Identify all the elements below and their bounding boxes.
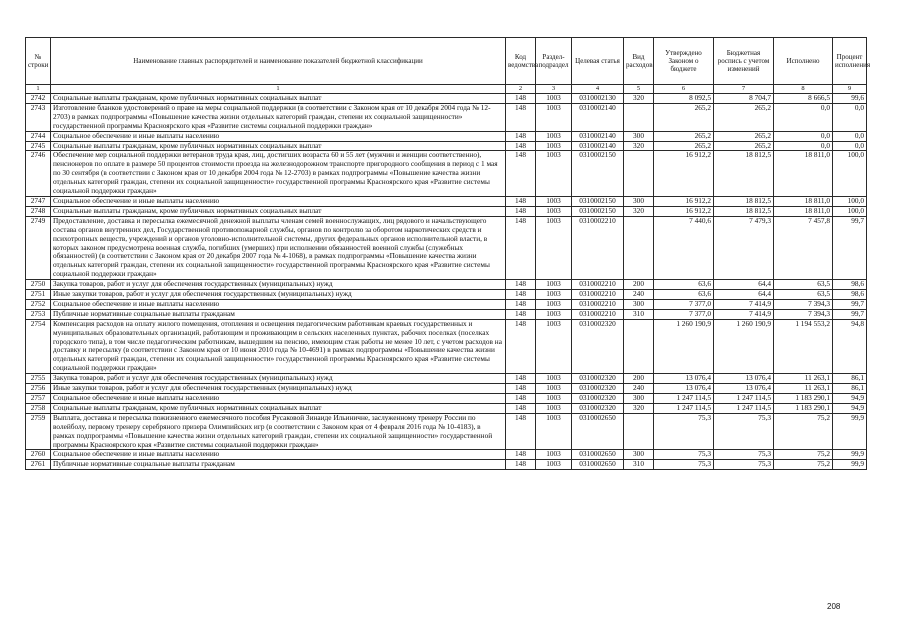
agency-code: 148 [506,460,536,470]
expense-type-code: 200 [624,374,654,384]
execution-percent: 0,0 [833,131,867,141]
column-number: 1 [51,85,506,94]
executed-amount: 11 263,1 [774,374,833,384]
row-number: 2742 [26,94,51,104]
approved-amount: 7 377,0 [654,309,714,319]
table-row [26,206,867,216]
executed-amount: 7 394,3 [774,299,833,309]
row-number: 2757 [26,394,51,404]
row-name: Предоставление, доставка и пересылка ежемесячной денежной выплаты членам семей военнослужащих, лиц рядового и начальствующего состава органов внутренних дел, Государственной противопожарной службы, органов по контролю за оборотом наркотических средств и психотропных веществ, учреждений и органов уголовно-исполнительной системы, других федеральных органов исполнительной власти, в которых законом предусмотрена военная служба, погибших (умерших) при исполнении обязанностей военной службы (служебных обязанностей) (в соответствии с Законом края от 20 декабря 2007 года № 4-1068), в рамках подпрограммы «Повышение качества жизни отдельных категорий граждан, степени их социальной защищенности» государственной программы Красноярского края «Развитие системы социальной поддержки граждан» [51,216,506,279]
row-name: Изготовление бланков удостоверений о праве на меры социальной поддержки (в соответствии с Законом края от 10 декабря 2004 года № 12-2703) в рамках подпрограммы «Повышение качества жизни отдельных категорий граждан, степени их социальной защищенности» государственной программы Красноярского края «Развитие системы социальной поддержки граждан» [51,103,506,131]
approved-amount: 75,3 [654,460,714,470]
agency-code: 148 [506,290,536,300]
row-name: Социальное обеспечение и иные выплаты населению [51,299,506,309]
section-code: 1003 [536,290,572,300]
expense-type-code: 300 [624,394,654,404]
expense-type-code: 320 [624,94,654,104]
header-name: Наименование главных распорядителей и наименование показателей бюджетной классификации [51,38,506,85]
header-expense-type: Вид расходов [624,38,654,85]
expense-type-code: 240 [624,384,654,394]
section-code: 1003 [536,216,572,279]
row-number: 2746 [26,151,51,197]
approved-amount: 1 260 190,9 [654,319,714,373]
budget-list-amount: 64,4 [714,290,774,300]
expense-type-code [624,103,654,131]
table-row [26,94,867,104]
budget-list-amount: 64,4 [714,280,774,290]
approved-amount: 13 076,4 [654,374,714,384]
executed-amount: 18 811,0 [774,206,833,216]
expense-type-code [624,319,654,373]
column-number: 7 [714,85,774,94]
target-item-code: 0310002650 [572,460,624,470]
column-number: 5 [624,85,654,94]
approved-amount: 63,6 [654,290,714,300]
column-number: 9 [833,85,867,94]
execution-percent: 99,6 [833,94,867,104]
target-item-code: 0310002150 [572,196,624,206]
budget-list-amount: 1 247 114,5 [714,394,774,404]
table-body [26,94,867,470]
section-code: 1003 [536,94,572,104]
executed-amount: 0,0 [774,141,833,151]
approved-amount: 75,3 [654,450,714,460]
execution-percent: 86,1 [833,374,867,384]
agency-code: 148 [506,131,536,141]
expense-type-code [624,151,654,197]
budget-list-amount: 265,2 [714,141,774,151]
row-number: 2749 [26,216,51,279]
budget-list-amount: 18 812,5 [714,196,774,206]
agency-code: 148 [506,280,536,290]
row-name: Закупка товаров, работ и услуг для обеспечения государственных (муниципальных) нужд [51,374,506,384]
budget-list-amount: 1 260 190,9 [714,319,774,373]
execution-percent: 99,9 [833,450,867,460]
row-name: Иные закупки товаров, работ и услуг для обеспечения государственных (муниципальных) нужд [51,384,506,394]
expense-type-code: 300 [624,299,654,309]
agency-code: 148 [506,196,536,206]
header-approved: Утверждено Законом о бюджете [654,38,714,85]
section-code: 1003 [536,103,572,131]
target-item-code: 0310002320 [572,403,624,413]
approved-amount: 13 076,4 [654,384,714,394]
expense-type-code: 310 [624,460,654,470]
approved-amount: 75,3 [654,413,714,450]
expense-type-code [624,216,654,279]
table-row [26,403,867,413]
section-code: 1003 [536,299,572,309]
row-number: 2759 [26,413,51,450]
executed-amount: 1 183 290,1 [774,394,833,404]
column-number: 6 [654,85,714,94]
table-row [26,103,867,131]
target-item-code: 0310002650 [572,413,624,450]
budget-list-amount: 75,3 [714,413,774,450]
executed-amount: 63,5 [774,290,833,300]
row-name: Иные закупки товаров, работ и услуг для обеспечения государственных (муниципальных) нужд [51,290,506,300]
budget-list-amount: 265,2 [714,103,774,131]
table-row [26,290,867,300]
column-number: 4 [572,85,624,94]
execution-percent: 100,0 [833,151,867,197]
budget-list-amount: 75,3 [714,460,774,470]
agency-code: 148 [506,309,536,319]
row-number: 2758 [26,403,51,413]
budget-list-amount: 18 812,5 [714,206,774,216]
table-row [26,413,867,450]
agency-code: 148 [506,216,536,279]
table-row [26,131,867,141]
header-executed: Исполнено [774,38,833,85]
agency-code: 148 [506,299,536,309]
section-code: 1003 [536,206,572,216]
execution-percent: 99,7 [833,309,867,319]
budget-list-amount: 1 247 114,5 [714,403,774,413]
executed-amount: 63,5 [774,280,833,290]
agency-code: 148 [506,94,536,104]
agency-code: 148 [506,413,536,450]
executed-amount: 18 811,0 [774,196,833,206]
executed-amount: 75,2 [774,460,833,470]
target-item-code: 0310002320 [572,374,624,384]
row-number: 2756 [26,384,51,394]
expense-type-code: 240 [624,290,654,300]
executed-amount: 18 811,0 [774,151,833,197]
execution-percent: 98,6 [833,290,867,300]
row-name: Социальные выплаты гражданам, кроме публичных нормативных социальных выплат [51,206,506,216]
section-code: 1003 [536,450,572,460]
row-number: 2751 [26,290,51,300]
page-number: 208 [827,602,841,611]
agency-code: 148 [506,141,536,151]
section-code: 1003 [536,394,572,404]
row-name: Социальное обеспечение и иные выплаты населению [51,196,506,206]
column-number: 3 [536,85,572,94]
table-row [26,141,867,151]
execution-percent: 94,9 [833,394,867,404]
expense-type-code [624,413,654,450]
expense-type-code: 320 [624,206,654,216]
approved-amount: 265,2 [654,103,714,131]
row-number: 2747 [26,196,51,206]
budget-list-amount: 7 414,9 [714,309,774,319]
section-code: 1003 [536,460,572,470]
row-number: 2754 [26,319,51,373]
target-item-code: 0310002140 [572,131,624,141]
approved-amount: 1 247 114,5 [654,394,714,404]
expense-type-code: 320 [624,141,654,151]
execution-percent: 99,7 [833,216,867,279]
executed-amount: 1 183 290,1 [774,403,833,413]
row-number: 2744 [26,131,51,141]
approved-amount: 1 247 114,5 [654,403,714,413]
expense-type-code: 310 [624,309,654,319]
executed-amount: 0,0 [774,103,833,131]
row-name: Публичные нормативные социальные выплаты гражданам [51,460,506,470]
row-name: Компенсация расходов на оплату жилого помещения, отопления и освещения педагогическим работникам краевых государственных и муниципальных образовательных организаций, работающим и проживающим в сельских населенных пунктах, рабочих поселках (поселках городского типа), в том числе педагогическим работникам, вышедшим на пенсию, имеющим стаж работы не менее 10 лет, с учетом расходов на доставку и пересылку (в соответствии с Законом края от 10 июня 2010 года № 10-4691) в рамках подпрограммы «Повышение качества жизни отдельных категорий граждан, степени их социальной защищенности» государственной программы Красноярского края «Развитие системы социальной поддержки граждан» [51,319,506,373]
table-row [26,384,867,394]
execution-percent: 0,0 [833,141,867,151]
row-name: Социальное обеспечение и иные выплаты населению [51,131,506,141]
budget-list-amount: 13 076,4 [714,374,774,384]
target-item-code: 0310002210 [572,216,624,279]
row-name: Публичные нормативные социальные выплаты гражданам [51,309,506,319]
execution-percent: 98,6 [833,280,867,290]
row-name: Обеспечение мер социальной поддержки ветеранов труда края, лиц, достигших возраста 60 и 55 лет (мужчин и женщин соответственно), пенсионеров по оплате в размере 50 процентов стоимости проезда на железнодорожном транспорте пригородного сообщения в период с 1 мая по 30 сентября (в соответствии с Законом края от 10 декабря 2004 года № 12-2703) в рамках подпрограммы «Повышение качества жизни отдельных категорий граждан, степени их социальной защищенности» государственной программы Красноярского края «Развитие системы социальной поддержки граждан» [51,151,506,197]
table-row [26,319,867,373]
column-number: 2 [506,85,536,94]
section-code: 1003 [536,151,572,197]
execution-percent: 0,0 [833,103,867,131]
budget-list-amount: 75,3 [714,450,774,460]
table-row [26,280,867,290]
agency-code: 148 [506,319,536,373]
budget-execution-table [25,37,871,470]
approved-amount: 16 912,2 [654,206,714,216]
agency-code: 148 [506,151,536,197]
budget-list-amount: 13 076,4 [714,384,774,394]
target-item-code: 0310002320 [572,384,624,394]
row-number: 2748 [26,206,51,216]
budget-list-amount: 8 704,7 [714,94,774,104]
table-row [26,450,867,460]
target-item-code: 0310002210 [572,280,624,290]
section-code: 1003 [536,131,572,141]
table-row [26,309,867,319]
target-item-code: 0310002130 [572,94,624,104]
execution-percent: 99,9 [833,460,867,470]
execution-percent: 99,9 [833,413,867,450]
column-number: 1 [26,85,51,94]
executed-amount: 75,2 [774,413,833,450]
target-item-code: 0310002210 [572,290,624,300]
table-row [26,394,867,404]
target-item-code: 0310002320 [572,319,624,373]
table-row [26,216,867,279]
target-item-code: 0310002140 [572,103,624,131]
table-row [26,151,867,197]
agency-code: 148 [506,374,536,384]
header-agency-code: Код ведомства [506,38,536,85]
approved-amount: 7 440,6 [654,216,714,279]
table-row [26,299,867,309]
table-row [26,374,867,384]
section-code: 1003 [536,374,572,384]
row-name: Закупка товаров, работ и услуг для обеспечения государственных (муниципальных) нужд [51,280,506,290]
budget-list-amount: 265,2 [714,131,774,141]
section-code: 1003 [536,403,572,413]
header-target-item: Целевая статья [572,38,624,85]
row-name: Социальные выплаты гражданам, кроме публичных нормативных социальных выплат [51,403,506,413]
row-name: Социальные выплаты гражданам, кроме публичных нормативных социальных выплат [51,141,506,151]
agency-code: 148 [506,403,536,413]
header-section: Раздел-подраздел [536,38,572,85]
row-name: Социальное обеспечение и иные выплаты населению [51,450,506,460]
section-code: 1003 [536,413,572,450]
table-header-row [26,38,867,85]
executed-amount: 7 457,8 [774,216,833,279]
section-code: 1003 [536,196,572,206]
execution-percent: 94,8 [833,319,867,373]
row-name: Выплата, доставка и пересылка пожизненного ежемесячного пособия Русаковой Зинаиде Ильиничне, заслуженному тренеру России по волейболу, первому тренеру серебряного призера Олимпийских игр (в соответствии с Законом края от 4 февраля 2016 года № 10-4183), в рамках подпрограммы «Повышение качества жизни отдельных категорий граждан, степени их социальной защищенности» государственной программы Красноярского края «Развитие системы социальной поддержки граждан» [51,413,506,450]
target-item-code: 0310002650 [572,450,624,460]
budget-list-amount: 7 414,9 [714,299,774,309]
approved-amount: 265,2 [654,141,714,151]
header-row-number: № строки [26,38,51,85]
expense-type-code: 300 [624,450,654,460]
approved-amount: 8 092,5 [654,94,714,104]
target-item-code: 0310002210 [572,299,624,309]
row-number: 2750 [26,280,51,290]
expense-type-code: 300 [624,131,654,141]
approved-amount: 7 377,0 [654,299,714,309]
budget-list-amount: 18 812,5 [714,151,774,197]
execution-percent: 86,1 [833,384,867,394]
target-item-code: 0310002150 [572,151,624,197]
header-budget-list: Бюджетная роспись с учетом изменений [714,38,774,85]
executed-amount: 75,2 [774,450,833,460]
target-item-code: 0310002210 [572,309,624,319]
executed-amount: 7 394,3 [774,309,833,319]
row-name: Социальные выплаты гражданам, кроме публичных нормативных социальных выплат [51,94,506,104]
section-code: 1003 [536,384,572,394]
expense-type-code: 300 [624,196,654,206]
header-percent: Процент исполнения [833,38,867,85]
row-number: 2760 [26,450,51,460]
agency-code: 148 [506,206,536,216]
section-code: 1003 [536,141,572,151]
row-number: 2761 [26,460,51,470]
budget-list-amount: 7 479,3 [714,216,774,279]
execution-percent: 94,9 [833,403,867,413]
row-number: 2753 [26,309,51,319]
target-item-code: 0310002140 [572,141,624,151]
row-number: 2745 [26,141,51,151]
agency-code: 148 [506,384,536,394]
row-number: 2743 [26,103,51,131]
approved-amount: 63,6 [654,280,714,290]
expense-type-code: 200 [624,280,654,290]
target-item-code: 0310002320 [572,394,624,404]
approved-amount: 16 912,2 [654,196,714,206]
executed-amount: 11 263,1 [774,384,833,394]
agency-code: 148 [506,394,536,404]
executed-amount: 0,0 [774,131,833,141]
row-number: 2755 [26,374,51,384]
approved-amount: 16 912,2 [654,151,714,197]
table-row [26,196,867,206]
expense-type-code: 320 [624,403,654,413]
executed-amount: 8 666,5 [774,94,833,104]
approved-amount: 265,2 [654,131,714,141]
agency-code: 148 [506,103,536,131]
section-code: 1003 [536,280,572,290]
row-name: Социальное обеспечение и иные выплаты населению [51,394,506,404]
column-number: 8 [774,85,833,94]
executed-amount: 1 194 553,2 [774,319,833,373]
execution-percent: 100,0 [833,206,867,216]
table-row [26,460,867,470]
section-code: 1003 [536,309,572,319]
execution-percent: 100,0 [833,196,867,206]
agency-code: 148 [506,450,536,460]
execution-percent: 99,7 [833,299,867,309]
section-code: 1003 [536,319,572,373]
target-item-code: 0310002150 [572,206,624,216]
row-number: 2752 [26,299,51,309]
